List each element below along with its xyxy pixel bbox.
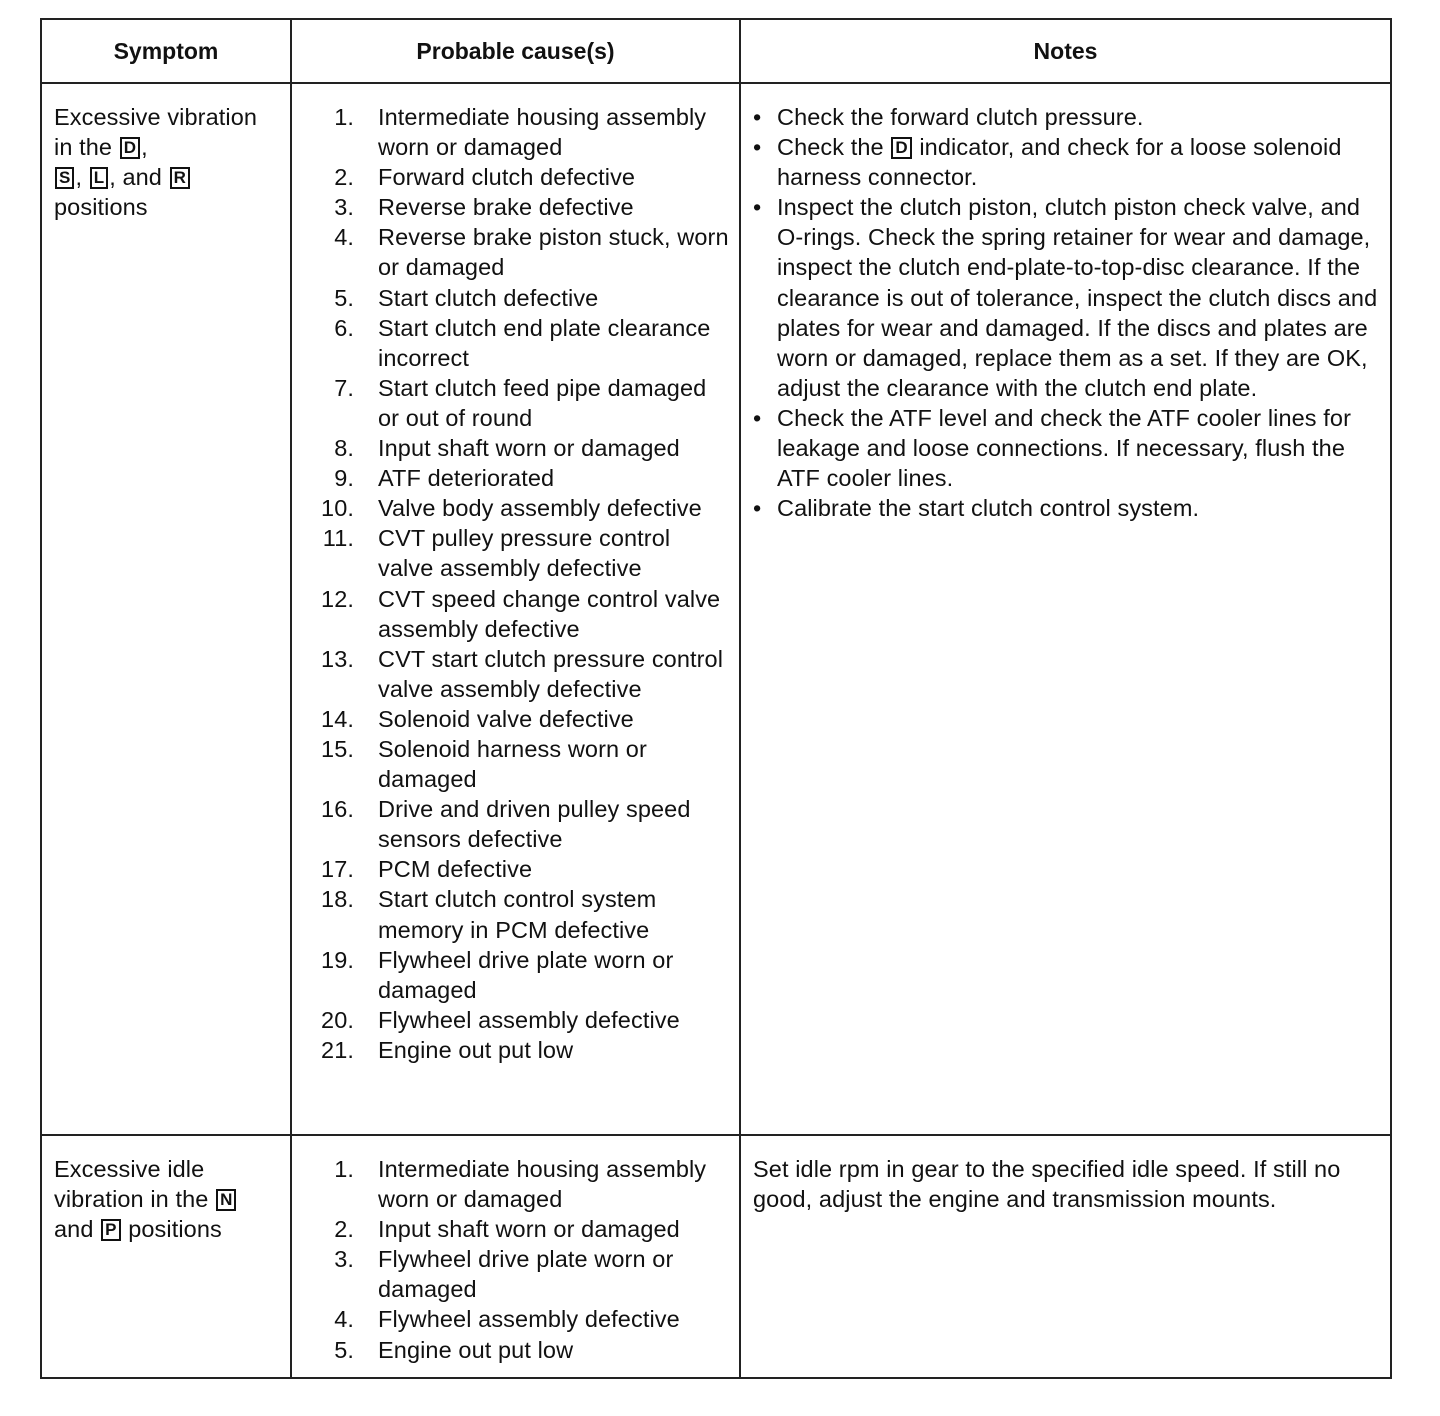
- list-item: 5. Start clutch defective: [334, 284, 599, 311]
- notes-cell: [740, 1135, 1391, 1378]
- position-d-indicator: D: [120, 137, 140, 159]
- list-item: 20. Flywheel assembly defective: [321, 1006, 680, 1033]
- list-item: • Calibrate the start clutch control system.: [753, 493, 1378, 523]
- bullet-icon: •: [753, 404, 762, 431]
- list-item: 1. Intermediate housing assembly worn or damaged: [334, 104, 707, 161]
- list-item: • Inspect the clutch piston, clutch piston check valve, and O-rings. Check the spring retainer for wear and damage, inspect the clutch end-plate-to-top-disc clearance. If the clearance is out of tolerance, inspect the clutch discs and plates for wear and damaged. If the discs and plates are worn or damaged, replace them as a set. If they are OK, adjust the clearance with the clutch end plate.: [753, 192, 1378, 403]
- list-item: 15. Solenoid harness worn or damaged: [321, 735, 647, 793]
- position-r-indicator: R: [170, 167, 190, 189]
- list-item: 14. Solenoid valve defective: [321, 705, 634, 732]
- position-p-indicator: P: [101, 1219, 120, 1241]
- position-d-indicator: D: [891, 137, 911, 159]
- list-item: 4. Flywheel assembly defective: [334, 1306, 680, 1333]
- list-item: 4. Reverse brake piston stuck, worn or damaged: [334, 224, 729, 281]
- list-item: 8. Input shaft worn or damaged: [334, 435, 680, 462]
- list-item: 11. CVT pulley pressure control valve assembly defective: [322, 525, 671, 582]
- cause-list: [318, 1154, 729, 1365]
- causes-cell: [291, 83, 740, 1135]
- bullet-icon: •: [753, 134, 762, 161]
- position-l-indicator: L: [90, 167, 108, 189]
- list-item: 19. Flywheel drive plate worn or damaged: [321, 946, 674, 1003]
- list-item: 7. Start clutch feed pipe damaged or out of round: [334, 374, 707, 431]
- list-item: 3. Flywheel drive plate worn or damaged: [334, 1246, 674, 1303]
- table-row: [41, 83, 1391, 1135]
- list-item: 5. Engine out put low: [334, 1336, 574, 1363]
- list-item: 16. Drive and driven pulley speed sensors defective: [321, 796, 691, 853]
- symptom-header: Symptom: [41, 19, 291, 83]
- list-item: 10. Valve body assembly defective: [321, 495, 702, 522]
- bullet-icon: •: [753, 104, 762, 130]
- note-list: [753, 102, 1378, 523]
- list-item: 6. Start clutch end plate clearance incorrect: [334, 314, 711, 371]
- list-item: • Check the D indicator, and check for a loose solenoid harness connector.: [753, 132, 1378, 192]
- list-item: 2. Forward clutch defective: [334, 164, 636, 191]
- position-n-indicator: N: [216, 1189, 236, 1211]
- list-item: 13. CVT start clutch pressure control valve assembly defective: [321, 645, 724, 702]
- symptom-text: Excessive idle vibration in the: [54, 1156, 216, 1213]
- causes-header: Probable cause(s): [291, 19, 740, 83]
- bullet-icon: •: [753, 194, 762, 221]
- list-item: 3. Reverse brake defective: [334, 194, 634, 221]
- position-s-indicator: S: [55, 167, 74, 189]
- symptom-text: Excessive vibration in the: [54, 104, 258, 161]
- list-item: 2. Input shaft worn or damaged: [334, 1216, 680, 1243]
- list-item: 21. Engine out put low: [321, 1036, 574, 1063]
- list-item: • Check the forward clutch pressure.: [753, 102, 1378, 132]
- troubleshooting-table: [40, 18, 1392, 1379]
- list-item: 9. ATF deteriorated: [334, 465, 555, 492]
- notes-header: Notes: [740, 19, 1391, 83]
- cause-list: [318, 102, 729, 1065]
- symptom-cell: Excessive vibration in the D , S , L , and R positions: [41, 83, 291, 1135]
- header-row: [41, 19, 1391, 83]
- list-item: • Check the ATF level and check the ATF cooler lines for leakage and loose connections. If necessary, flush the ATF cooler lines.: [753, 403, 1378, 493]
- causes-cell: [291, 1135, 740, 1378]
- notes-cell: [740, 83, 1391, 1135]
- list-item: 18. Start clutch control system memory in PCM defective: [321, 886, 657, 943]
- note-text: Set idle rpm in gear to the specified idle speed. If still no good, adjust the engine and transmission mounts.: [753, 1156, 1341, 1213]
- table-row: [41, 1135, 1391, 1378]
- list-item: 17. PCM defective: [321, 856, 533, 883]
- list-item: 12. CVT speed change control valve assembly defective: [321, 585, 721, 642]
- list-item: 1. Intermediate housing assembly worn or damaged: [334, 1156, 707, 1213]
- symptom-cell: Excessive idle vibration in the N and P positions: [41, 1135, 291, 1378]
- bullet-icon: •: [753, 495, 762, 522]
